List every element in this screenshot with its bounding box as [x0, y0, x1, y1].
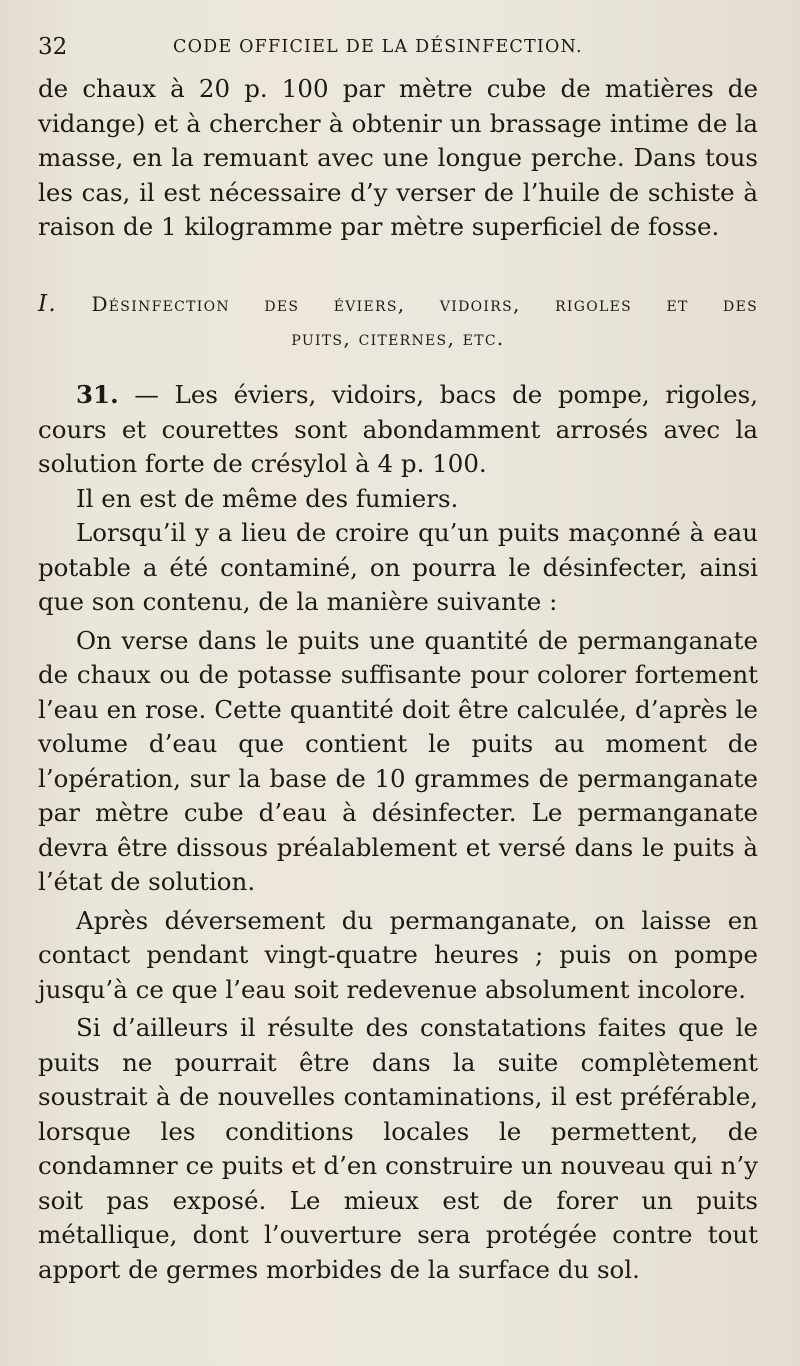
section-heading-line1	[38, 287, 758, 321]
condamnation-paragraph: Si d’ailleurs il résulte des constatations faites que le puits ne pourrait être dans la suite complètement soustrait à de nouvelles contaminations, il est préférable, lorsque les conditions locales le permettent, de condamner ce puits et d’en construire un nouveau qui n’y soit pas exposé. Le mieux est de forer un puits métallique, dont l’ouverture sera protégée contre tout apport de germes morbides de la surface du sol.	[38, 1013, 758, 1284]
section-letter: I.	[38, 291, 57, 317]
fumiers-paragraph: Il en est de même des fumiers.	[76, 483, 459, 513]
article-31-text: Les éviers, vidoirs, bacs de pompe, rigoles, cours et courettes sont abondamment arrosés avec la solution forte de crésylol à 4 p. 100.	[38, 380, 758, 478]
permanganate-paragraph: On verse dans le puits une quantité de permanganate de chaux ou de potasse suffisante pour colorer fortement l’eau en rose. Cette quantité doit être calculée, d’après le volume d’eau que contient le puits au moment de l’opération, sur la base de 10 grammes de permanganate par mètre cube d’eau à désinfecter. Le permanganate devra être dissous préalablement et versé dans le puits à l’état de solution.	[38, 625, 758, 896]
page-header	[38, 34, 763, 62]
continuation-paragraph: de chaux à 20 p. 100 par mètre cube de matières de vidange) et à chercher à obtenir un brassage intime de la masse, en la remuant avec une longue perche. Dans tous les cas, il est nécessaire d’y verser de l’huile de schiste à raison de 1 kilogramme par mètre superficiel de fosse.	[38, 74, 758, 241]
article-number: 31.	[76, 380, 119, 409]
article-body	[38, 378, 758, 1287]
running-title: CODE OFFICIEL DE LA DÉSINFECTION.	[173, 37, 583, 57]
deversement-paragraph: Après déversement du permanganate, on laisse en contact pendant vingt-quatre heures ; puis on pompe jusqu’à ce que l’eau soit redevenue absolument incolore.	[38, 905, 758, 1004]
section-title-line2: puits, citernes, etc.	[291, 326, 505, 350]
section-heading	[38, 287, 758, 355]
continuation-paragraph-block	[38, 72, 758, 245]
puits-contamine-paragraph: Lorsqu’il y a lieu de croire qu’un puits maçonné à eau potable a été contaminé, on pourra le désinfecter, ainsi que son contenu, de la manière suivante :	[38, 518, 758, 616]
article-dash: —	[118, 380, 175, 409]
article-31-paragraph	[38, 378, 758, 482]
page-number: 32	[38, 34, 68, 60]
section-title-line1: Désinfection des éviers, vidoirs, rigoles et des	[91, 292, 758, 316]
